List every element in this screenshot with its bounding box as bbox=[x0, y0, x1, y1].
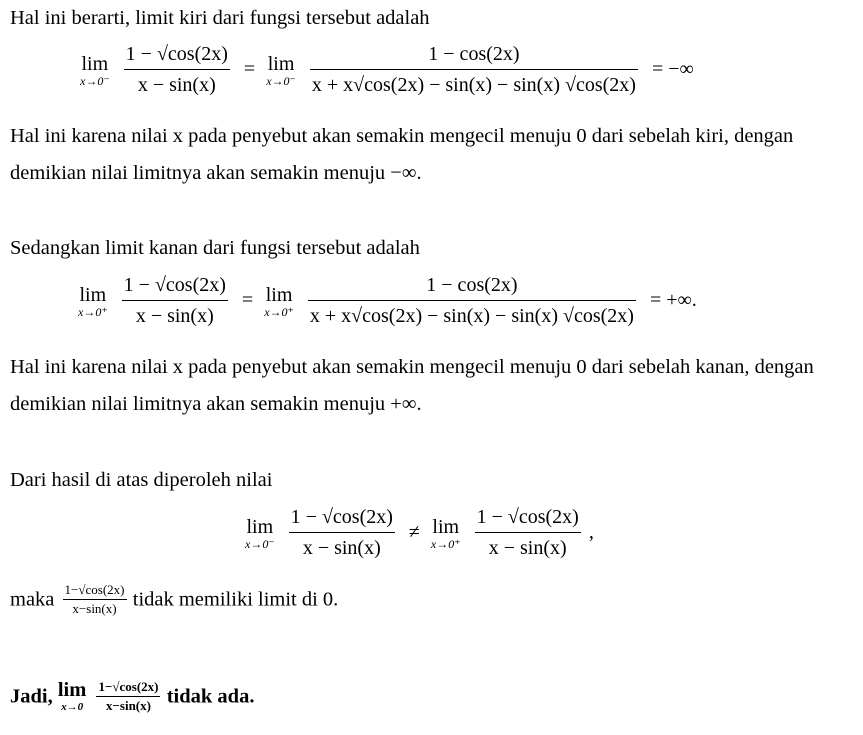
lim-operator: lim x→0⁻ bbox=[245, 515, 275, 551]
lim-operator: lim x→0⁻ bbox=[80, 52, 110, 88]
lim-operator: lim x→0 bbox=[57, 679, 87, 714]
equation-inequality bbox=[245, 505, 594, 560]
fraction-left: $\frac{1 - √\cos(2x)}{x - \sin(x)}$ bbox=[290, 506, 393, 559]
inline-fraction: $\frac{1-√\cos(2x)}{x-\sin(x)}$ bbox=[98, 679, 159, 714]
equation-left-limit bbox=[80, 42, 700, 97]
not-equal-sign: ≠ bbox=[408, 521, 420, 543]
fraction-rationalized: $\frac{1 - \cos(2x)}{x + x√\cos(2x) - \sin(x) - \sin(x) √\cos(2x)}$ bbox=[311, 43, 636, 96]
lim-operator: lim x→0⁺ bbox=[78, 283, 108, 319]
text-comparison-intro: Dari hasil di atas diperoleh nilai bbox=[10, 469, 273, 491]
lim-operator: lim x→0⁺ bbox=[264, 283, 294, 319]
fraction-original: $\frac{1 - √\cos(2x)}{x - \sin(x)}$ bbox=[123, 274, 226, 327]
fraction-rationalized: $\frac{1 - \cos(2x)}{x + x√\cos(2x) - \sin(x) - \sin(x) √\cos(2x)}$ bbox=[309, 274, 634, 327]
text-left-explanation-2: demikian nilai limitnya akan semakin menuju −∞. bbox=[10, 162, 422, 184]
text-left-limit-intro: Hal ini berarti, limit kiri dari fungsi tersebut adalah bbox=[10, 7, 430, 29]
lim-operator: lim x→0⁺ bbox=[430, 515, 461, 551]
inline-fraction: $\frac{1-√\cos(2x)}{x-\sin(x)}$ bbox=[64, 582, 125, 617]
text-conclusion-no-limit: maka $\frac{1-√\cos(2x)}{x-\sin(x)}$ tidak memiliki limit di 0. bbox=[10, 582, 339, 617]
text-right-explanation-1: Hal ini karena nilai x pada penyebut akan semakin mengecil menuju 0 dari sebelah kanan, dengan bbox=[10, 356, 814, 378]
lim-operator: lim x→0⁻ bbox=[266, 52, 296, 88]
text-final-conclusion: Jadi, lim x→0 $\frac{1-√\cos(2x)}{x-\sin(x)}$ tidak ada. bbox=[10, 679, 255, 714]
equation-right-limit bbox=[78, 273, 703, 328]
fraction-right: $\frac{1 - √\cos(2x)}{x - \sin(x)}$ bbox=[476, 506, 579, 559]
equals-sign: = bbox=[241, 289, 254, 311]
text-left-explanation-1: Hal ini karena nilai x pada penyebut akan semakin mengecil menuju 0 dari sebelah kiri, dengan bbox=[10, 125, 794, 147]
text-right-limit-intro: Sedangkan limit kanan dari fungsi tersebut adalah bbox=[10, 237, 420, 259]
comma: , bbox=[588, 521, 594, 543]
limit-result: = −∞ bbox=[651, 58, 694, 80]
limit-result: = +∞. bbox=[649, 289, 697, 311]
equals-sign: = bbox=[243, 58, 256, 80]
text-right-explanation-2: demikian nilai limitnya akan semakin menuju +∞. bbox=[10, 393, 422, 415]
fraction-original: $\frac{1 - √\cos(2x)}{x - \sin(x)}$ bbox=[125, 43, 228, 96]
